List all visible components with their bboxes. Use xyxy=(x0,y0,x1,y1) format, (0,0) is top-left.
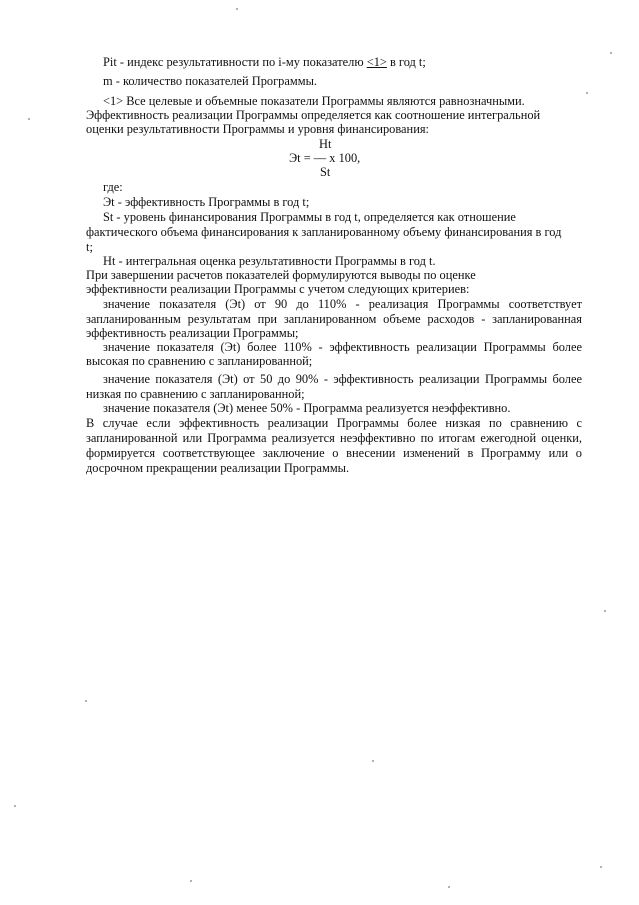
scan-speck xyxy=(372,760,374,762)
criterion-line: значение показателя (Эt) менее 50% - Программа реализуется неэффективно. xyxy=(103,401,511,415)
scan-speck xyxy=(85,700,87,702)
scan-speck xyxy=(236,8,238,10)
definition-st-line: t; xyxy=(86,240,93,254)
definition-st-line: St - уровень финансирования Программы в год t, определяется как отношение xyxy=(103,210,516,224)
criterion-line: запланированным результатам при запланированном объеме расходов - запланированная xyxy=(86,312,582,326)
criterion-line: эффективность реализации Программы; xyxy=(86,326,299,340)
definition-pit xyxy=(103,55,426,71)
scan-speck xyxy=(600,866,602,868)
final-paragraph-line: запланированной или Программа реализуется неэффективно по итогам ежегодной оценки, xyxy=(86,431,582,445)
footnote-text: <1> Все целевые и объемные показатели Программы являются равнозначными. xyxy=(103,94,525,108)
efficiency-intro-line: оценки результативности Программы и уровня финансирования: xyxy=(86,122,429,136)
where-label: где: xyxy=(103,180,123,194)
conclusion-intro-line: эффективности реализации Программы с учетом следующих критериев: xyxy=(86,282,470,296)
scan-speck xyxy=(586,92,588,94)
criterion-line: значение показателя (Эt) более 110% - эффективность реализации Программы более xyxy=(103,340,582,354)
definition-ht: Ht - интегральная оценка результативности Программы в год t. xyxy=(103,254,436,268)
definition-et: Эt - эффективность Программы в год t; xyxy=(103,195,310,209)
formula-main: Эt = — x 100, xyxy=(289,151,361,165)
definition-pit-suffix: в год t; xyxy=(386,55,426,69)
scan-speck xyxy=(604,610,606,612)
scan-speck xyxy=(28,118,30,120)
scan-speck xyxy=(610,52,612,54)
scan-speck xyxy=(14,805,16,807)
definition-m: m - количество показателей Программы. xyxy=(103,74,317,88)
conclusion-intro-line: При завершении расчетов показателей формулируются выводы по оценке xyxy=(86,268,476,282)
criterion-line: значение показателя (Эt) от 90 до 110% - реализация Программы соответствует xyxy=(103,297,582,311)
scan-speck xyxy=(190,880,192,882)
efficiency-intro-line: Эффективность реализации Программы определяется как соотношение интегральной xyxy=(86,108,541,122)
criterion-line: значение показателя (Эt) от 50 до 90% - эффективность реализации Программы более xyxy=(103,372,582,386)
footnote-link[interactable]: <1> xyxy=(366,55,387,69)
final-paragraph-line: формируется соответствующее заключение о внесении изменений в Программу или о xyxy=(86,446,582,460)
formula-denominator: St xyxy=(320,165,331,179)
criterion-line: низкая по сравнению с запланированной; xyxy=(86,387,305,401)
criterion-line: высокая по сравнению с запланированной; xyxy=(86,354,313,368)
definition-st-line: фактического объема финансирования к запланированному объему финансирования в год xyxy=(86,225,562,239)
scan-speck xyxy=(448,886,450,888)
final-paragraph-line: досрочном прекращении реализации Программы. xyxy=(86,461,350,475)
definition-pit-prefix: Pit - индекс результативности по i-му показателю xyxy=(103,55,367,69)
final-paragraph-line: В случае если эффективность реализации Программы более низкая по сравнению с xyxy=(86,416,582,430)
formula-numerator: Ht xyxy=(319,137,332,151)
